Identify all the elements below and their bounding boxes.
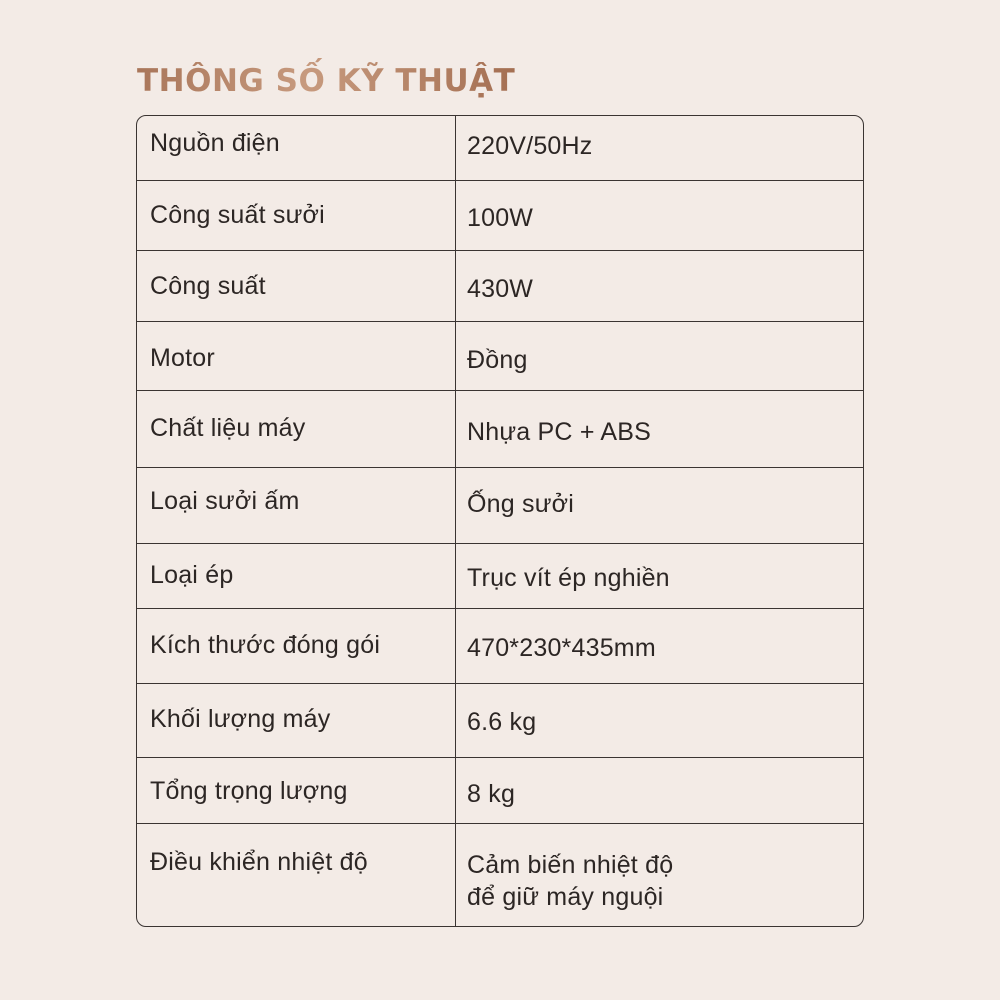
spec-value: 8 kg [467,780,516,808]
spec-row-heating-type [137,467,863,543]
spec-label: Điều khiển nhiệt độ [150,848,368,876]
spec-label: Nguồn điện [150,129,280,157]
spec-row-power-source [137,116,863,180]
spec-row-press-type [137,543,863,608]
spec-value: Nhựa PC + ABS [467,418,652,446]
spec-value: Trục vít ép nghiền [467,564,670,592]
spec-value: 6.6 kg [467,708,537,736]
spec-row-motor [137,321,863,390]
spec-row-heating-power [137,180,863,250]
spec-row-total-weight [137,757,863,823]
spec-label: Motor [150,344,215,372]
spec-label: Loại sưởi ấm [150,487,300,515]
spec-row-machine-weight [137,683,863,757]
spec-value: 220V/50Hz [467,132,593,160]
spec-label: Khối lượng máy [150,705,331,733]
spec-value: 100W [467,204,534,232]
spec-row-material [137,390,863,467]
spec-row-power [137,250,863,321]
spec-label: Chất liệu máy [150,414,306,442]
spec-row-package-size [137,608,863,683]
spec-value: Ống sưởi [467,490,574,518]
spec-label: Loại ép [150,561,234,589]
spec-value: Đồng [467,346,528,374]
spec-value: 470*230*435mm [467,634,656,662]
spec-label: Công suất sưởi [150,201,325,229]
spec-row-temperature-control [137,823,863,927]
spec-value: 430W [467,275,534,303]
spec-value: Cảm biến nhiệt độ để giữ máy nguội [467,851,674,911]
spec-label: Kích thước đóng gói [150,631,381,659]
spec-label: Công suất [150,272,266,300]
spec-table [136,115,864,927]
page-title: THÔNG SỐ KỸ THUẬT [137,58,515,104]
spec-label: Tổng trọng lượng [150,777,348,805]
